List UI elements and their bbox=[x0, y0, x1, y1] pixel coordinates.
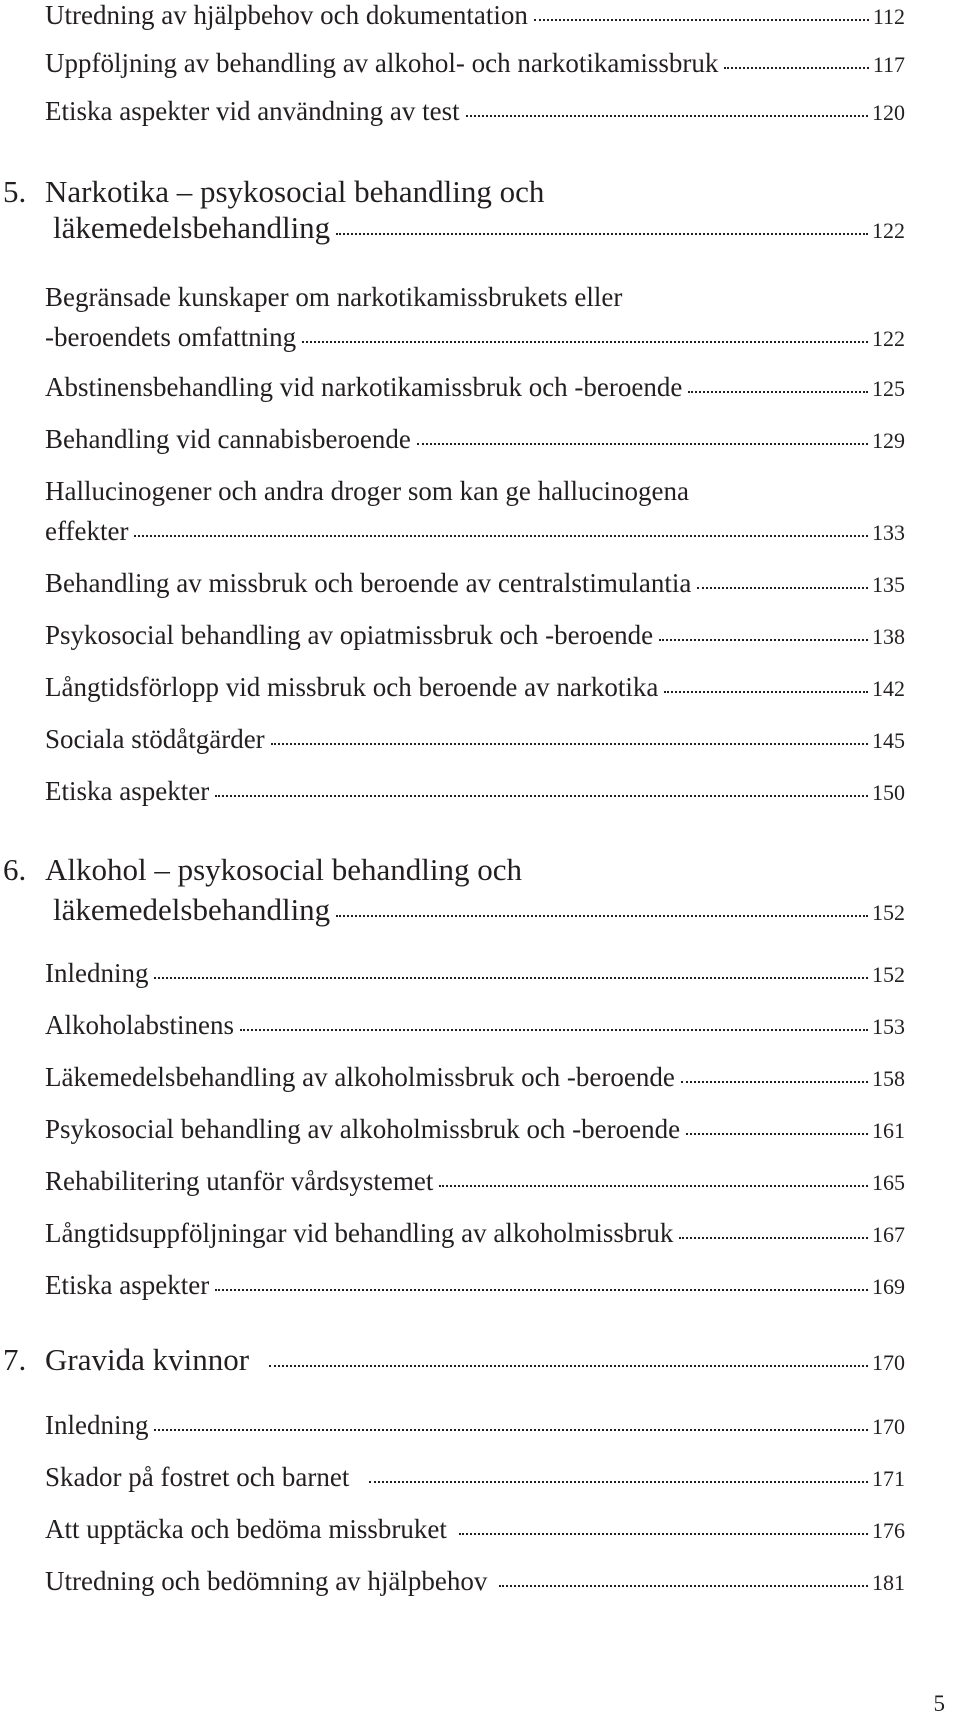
toc-entry-page: 165 bbox=[872, 1170, 905, 1195]
toc-entry-page: 170 bbox=[872, 1350, 905, 1375]
dot-leader bbox=[664, 690, 868, 693]
toc-entry-page: 112 bbox=[872, 4, 905, 29]
toc-entry-label: Långtidsförlopp vid missbruk och beroende av narkotika bbox=[45, 672, 659, 702]
toc-entry-label: Alkoholabstinens bbox=[45, 1010, 234, 1040]
toc-entry-label: Inledning bbox=[45, 1410, 149, 1440]
chapter-title: Gravida kvinnor bbox=[45, 1342, 250, 1377]
toc-entry-page: 152 bbox=[872, 900, 905, 925]
dot-leader bbox=[154, 1428, 868, 1431]
toc-entry-label: Abstinensbehandling vid narkotikamissbruk och -beroende bbox=[45, 372, 683, 402]
toc-entry-label: Etiska aspekter bbox=[45, 1270, 210, 1300]
dot-leader bbox=[134, 534, 868, 537]
dot-leader bbox=[302, 340, 868, 343]
toc-entry-label-line1: Hallucinogener och andra droger som kan ge hallucinogena bbox=[45, 476, 690, 506]
chapter-title-line1: Alkohol – psykosocial behandling och bbox=[45, 852, 522, 887]
toc-entry-label-line2: effekter bbox=[45, 516, 129, 546]
dot-leader bbox=[271, 742, 868, 745]
dot-leader bbox=[686, 1132, 868, 1135]
chapter-title-line1: Narkotika – psykosocial behandling och bbox=[45, 174, 545, 209]
toc-entry-label: Etiska aspekter bbox=[45, 776, 210, 806]
toc-entry-page: 169 bbox=[872, 1274, 905, 1299]
dot-leader bbox=[459, 1532, 868, 1535]
chapter-title-line2: läkemedelsbehandling bbox=[53, 210, 331, 245]
dot-leader bbox=[534, 18, 869, 21]
toc-entry-label: Att upptäcka och bedöma missbruket bbox=[45, 1514, 447, 1544]
toc-entry-label-line1: Begränsade kunskaper om narkotikamissbrukets eller bbox=[45, 282, 623, 312]
dot-leader bbox=[336, 232, 868, 235]
toc-entry-page: 171 bbox=[872, 1466, 905, 1491]
dot-leader bbox=[417, 442, 868, 445]
toc-entry-page: 170 bbox=[872, 1414, 905, 1439]
toc-entry-page: 122 bbox=[872, 326, 905, 351]
toc-entry-label: Utredning och bedömning av hjälpbehov bbox=[45, 1566, 488, 1596]
dot-leader bbox=[215, 1288, 868, 1291]
toc-entry-page: 176 bbox=[872, 1518, 905, 1543]
dot-leader bbox=[154, 976, 868, 979]
dot-leader bbox=[724, 66, 868, 69]
toc-entry-label-line2: -beroendets omfattning bbox=[45, 322, 297, 352]
chapter-number: 7. bbox=[3, 1342, 27, 1377]
toc-entry-label: Psykosocial behandling av alkoholmissbruk och -beroende bbox=[45, 1114, 681, 1144]
toc-entry-page: 120 bbox=[872, 100, 905, 125]
toc-entry-page: 138 bbox=[872, 624, 905, 649]
toc-entry-page: 142 bbox=[872, 676, 905, 701]
dot-leader bbox=[681, 1080, 868, 1083]
dot-leader bbox=[369, 1480, 868, 1483]
toc-entry-label: Behandling av missbruk och beroende av centralstimulantia bbox=[45, 568, 692, 598]
toc-entry-page: 125 bbox=[872, 376, 905, 401]
toc-entry-label: Utredning av hjälpbehov och dokumentation bbox=[45, 0, 528, 30]
toc-entry-page: 181 bbox=[872, 1570, 905, 1595]
dot-leader bbox=[697, 586, 868, 589]
toc-entry-label: Läkemedelsbehandling av alkoholmissbruk och -beroende bbox=[45, 1062, 675, 1092]
dot-leader bbox=[336, 914, 868, 917]
toc-entry-label: Uppföljning av behandling av alkohol- och narkotikamissbruk bbox=[45, 48, 719, 78]
toc-entry-label: Inledning bbox=[45, 958, 149, 988]
toc-entry-page: 167 bbox=[872, 1222, 905, 1247]
dot-leader bbox=[439, 1184, 868, 1187]
toc-entry-page: 133 bbox=[872, 520, 905, 545]
dot-leader bbox=[679, 1236, 868, 1239]
chapter-number: 5. bbox=[3, 174, 27, 209]
toc-entry-page: 135 bbox=[872, 572, 905, 597]
toc-entry-label: Etiska aspekter vid användning av test bbox=[45, 96, 460, 126]
chapter-number: 6. bbox=[3, 852, 27, 887]
toc-entry-label: Skador på fostret och barnet bbox=[45, 1462, 350, 1492]
dot-leader bbox=[215, 794, 868, 797]
dot-leader bbox=[688, 390, 868, 393]
dot-leader bbox=[269, 1364, 868, 1367]
toc-entry-page: 153 bbox=[872, 1014, 905, 1039]
toc-entry-page: 152 bbox=[872, 962, 905, 987]
toc-entry-page: 158 bbox=[872, 1066, 905, 1091]
toc-entry-page: 117 bbox=[872, 52, 905, 77]
toc-entry-page: 161 bbox=[872, 1118, 905, 1143]
chapter-title-line2: läkemedelsbehandling bbox=[53, 892, 331, 927]
toc-entry-page: 129 bbox=[872, 428, 905, 453]
toc-entry-label: Rehabilitering utanför vårdsystemet bbox=[45, 1166, 434, 1196]
dot-leader bbox=[659, 638, 868, 641]
page-number: 5 bbox=[933, 1691, 945, 1716]
toc-entry-label: Sociala stödåtgärder bbox=[45, 724, 265, 754]
dot-leader bbox=[466, 114, 868, 117]
dot-leader bbox=[240, 1028, 868, 1031]
toc-entry-label: Långtidsuppföljningar vid behandling av alkoholmissbruk bbox=[45, 1218, 674, 1248]
toc-entry-page: 150 bbox=[872, 780, 905, 805]
dot-leader bbox=[499, 1584, 868, 1587]
toc-entry-label: Behandling vid cannabisberoende bbox=[45, 424, 411, 454]
toc-entry-page: 122 bbox=[872, 218, 905, 243]
toc-entry-page: 145 bbox=[872, 728, 905, 753]
toc-entry-label: Psykosocial behandling av opiatmissbruk och -beroende bbox=[45, 620, 654, 650]
